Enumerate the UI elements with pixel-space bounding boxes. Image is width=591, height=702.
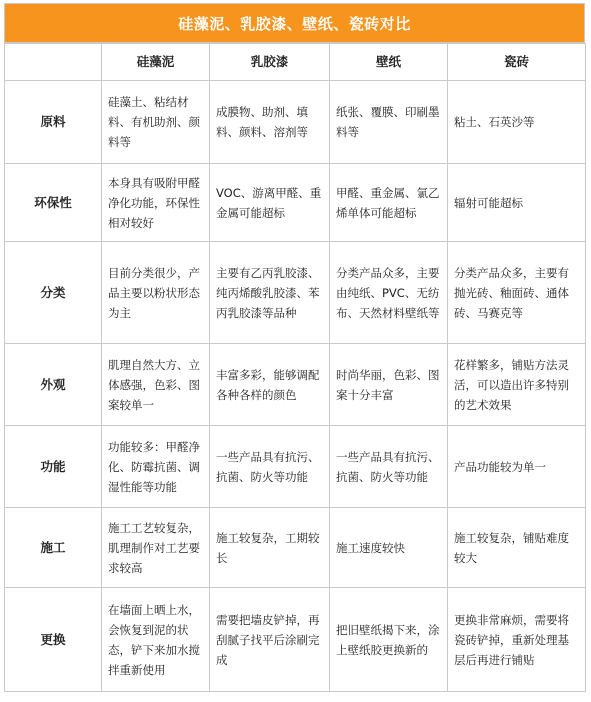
comparison-table-container (4, 3, 585, 692)
header-diatom-mud: 硅藻泥 (102, 44, 210, 81)
table-cell: 主要有乙丙乳胶漆、纯丙烯酸乳胶漆、苯丙乳胶漆等品种 (210, 242, 330, 344)
table-cell: 一些产品具有抗污、抗菌、防火等功能 (210, 426, 330, 508)
comparison-table (4, 43, 586, 692)
header-latex-paint: 乳胶漆 (210, 44, 330, 81)
table-row (5, 81, 586, 164)
header-wallpaper: 壁纸 (330, 44, 448, 81)
table-cell: 硅藻土、粘结材料、有机助剂、颜料等 (102, 81, 210, 164)
table-cell: 目前分类很少，产品主要以粉状形态为主 (102, 242, 210, 344)
table-cell: VOC、游离甲醛、重金属可能超标 (210, 164, 330, 242)
table-row (5, 588, 586, 692)
row-label: 更换 (5, 588, 102, 692)
table-row (5, 508, 586, 588)
table-cell: 产品功能较为单一 (448, 426, 586, 508)
row-label: 分类 (5, 242, 102, 344)
table-cell: 辐射可能超标 (448, 164, 586, 242)
table-row (5, 242, 586, 344)
table-cell: 本身具有吸附甲醛净化功能，环保性相对较好 (102, 164, 210, 242)
table-cell: 粘土、石英沙等 (448, 81, 586, 164)
table-cell: 更换非常麻烦，需要将瓷砖铲掉，重新处理基层后再进行铺贴 (448, 588, 586, 692)
table-cell: 施工工艺较复杂，肌理制作对工艺要求较高 (102, 508, 210, 588)
table-cell: 丰富多彩，能够调配各种各样的颜色 (210, 344, 330, 426)
row-label: 环保性 (5, 164, 102, 242)
table-cell: 在墙面上晒上水，会恢复到泥的状态，铲下来加水搅拌重新使用 (102, 588, 210, 692)
table-cell: 花样繁多，铺贴方法灵活，可以造出许多特别的艺术效果 (448, 344, 586, 426)
table-cell: 甲醛、重金属、氯乙烯单体可能超标 (330, 164, 448, 242)
table-row (5, 426, 586, 508)
table-cell: 需要把墙皮铲掉，再刮腻子找平后涂刷完成 (210, 588, 330, 692)
header-corner (5, 44, 102, 81)
table-cell: 施工较复杂，工期较长 (210, 508, 330, 588)
table-row (5, 164, 586, 242)
table-cell: 功能较多：甲醛净化、防霉抗菌、调湿性能等功能 (102, 426, 210, 508)
row-label: 功能 (5, 426, 102, 508)
table-cell: 分类产品众多，主要有抛光砖、釉面砖、通体砖、马赛克等 (448, 242, 586, 344)
row-label: 施工 (5, 508, 102, 588)
row-label: 原料 (5, 81, 102, 164)
table-cell: 施工速度较快 (330, 508, 448, 588)
header-row (5, 44, 586, 81)
row-label: 外观 (5, 344, 102, 426)
table-cell: 纸张、覆膜、印刷墨料等 (330, 81, 448, 164)
table-cell: 肌理自然大方、立体感强，色彩、图案较单一 (102, 344, 210, 426)
table-cell: 成膜物、助剂、填料、颜料、溶剂等 (210, 81, 330, 164)
table-row (5, 344, 586, 426)
table-cell: 把旧壁纸揭下来，涂上壁纸胶更换新的 (330, 588, 448, 692)
table-cell: 施工较复杂，铺贴难度较大 (448, 508, 586, 588)
table-cell: 时尚华丽，色彩、图案十分丰富 (330, 344, 448, 426)
header-tile: 瓷砖 (448, 44, 586, 81)
table-cell: 一些产品具有抗污、抗菌、防火等功能 (330, 426, 448, 508)
table-title: 硅藻泥、乳胶漆、壁纸、瓷砖对比 (4, 3, 585, 43)
table-cell: 分类产品众多，主要由纯纸、PVC、无纺布、天然材料壁纸等 (330, 242, 448, 344)
